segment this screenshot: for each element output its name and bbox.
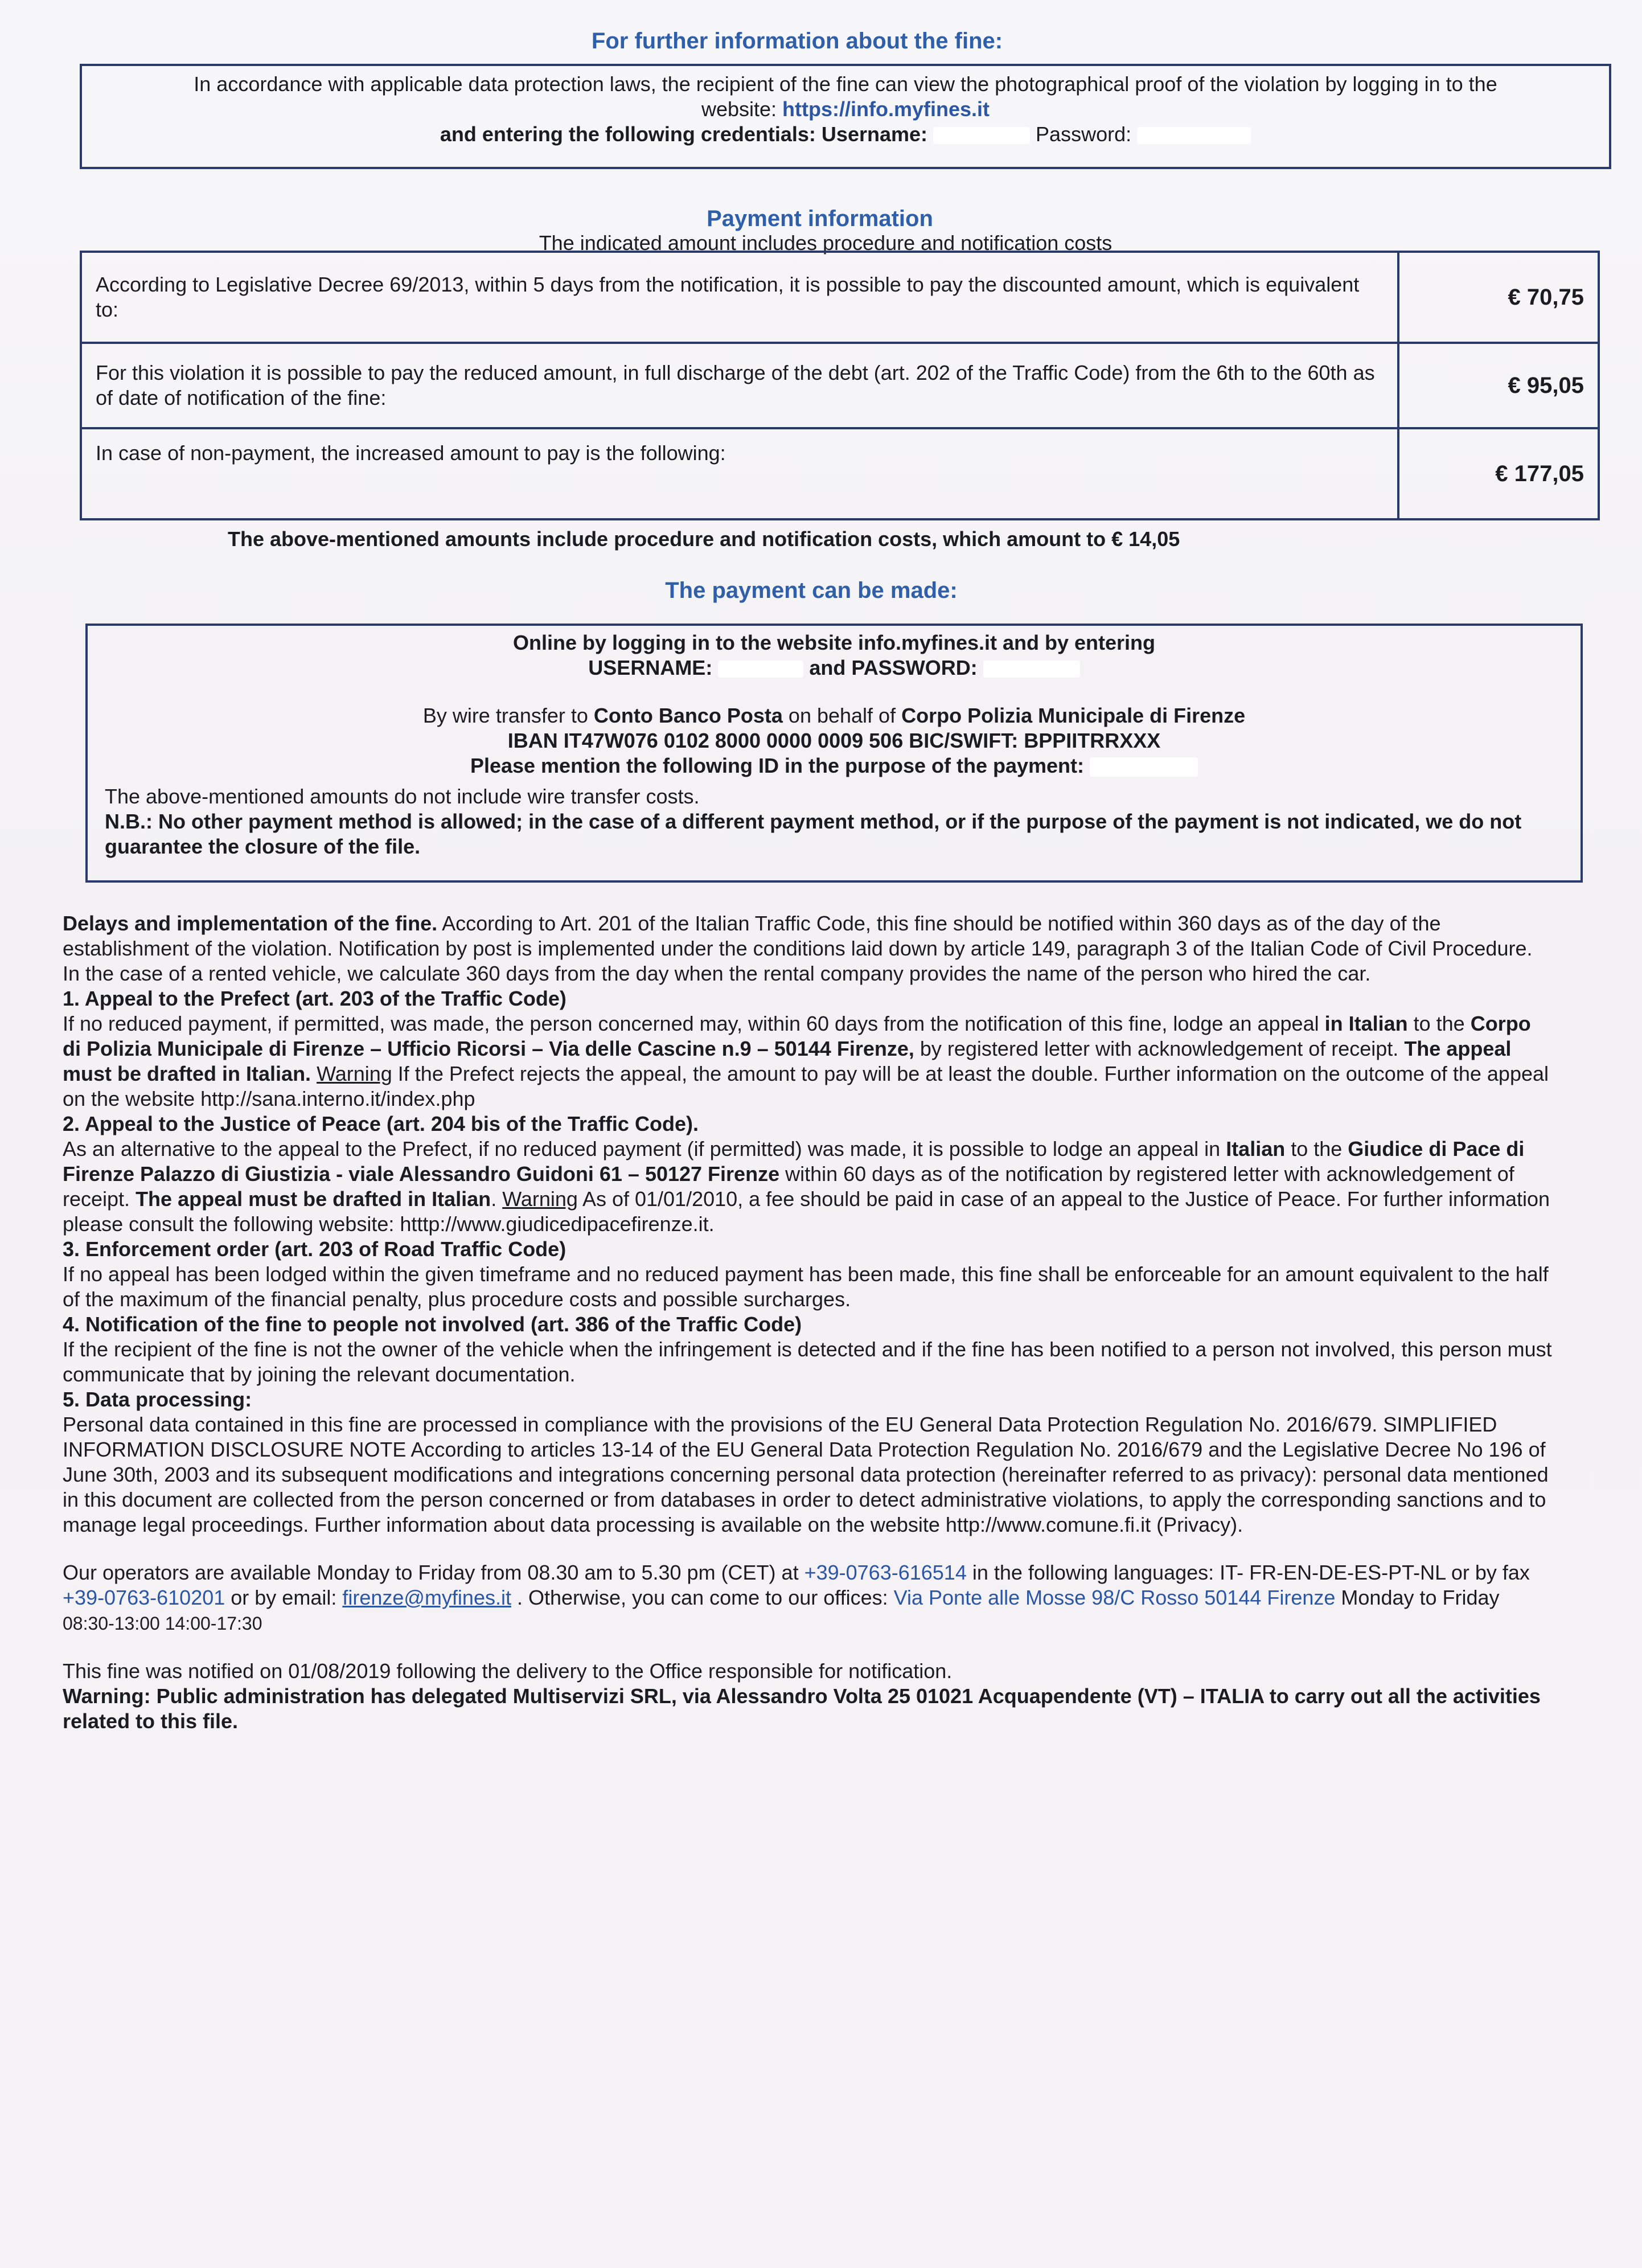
online-username-label: USERNAME: [588, 656, 713, 679]
s1-t3: by registered letter with acknowledgement of receipt. [914, 1037, 1405, 1060]
payment-id-redacted [1090, 757, 1198, 777]
phone-number[interactable]: +39-0763-616514 [804, 1561, 967, 1584]
reduced-amount-value: € 95,05 [1398, 343, 1599, 428]
website-prefix: website: [701, 97, 783, 121]
s1-t4: If the Prefect rejects the appeal, the amount to pay will be at least the double. Further information on the outcome of the appeal on the website http://sana.interno.it/index.php [63, 1062, 1549, 1110]
discounted-amount-value: € 70,75 [1398, 252, 1599, 343]
section3-title: 3. Enforcement order (art. 203 of Road Traffic Code) [63, 1237, 567, 1261]
table-row [81, 428, 1599, 519]
s2-b3: The appeal must be drafted in Italian [136, 1187, 491, 1211]
legal-body [63, 911, 1554, 1734]
online-credentials [105, 655, 1563, 680]
s1-t2: to the [1407, 1012, 1471, 1035]
payment-methods-box [85, 624, 1583, 883]
payment-info-subheading: The indicated amount includes procedure and notification costs [539, 231, 1113, 255]
s1-t1: If no reduced payment, if permitted, was made, the person concerned may, within 60 days from the notification of this fine, lodge an appeal [63, 1012, 1325, 1035]
s1-b2: Corpo di Polizia Municipale di Firenze – Ufficio Ricorsi – Via delle Cascine n.9 – 50144 Firenze, [63, 1012, 1531, 1060]
delays-paragraph [63, 911, 1554, 986]
s2-b1: Italian [1226, 1137, 1286, 1160]
wire-transfer-line [105, 703, 1563, 728]
online-password-label: and PASSWORD: [809, 656, 978, 679]
op-t2: in the following languages: IT- FR-EN-DE-ES-PT-NL or by fax [966, 1561, 1530, 1584]
iban-line: IBAN IT47W076 0102 8000 0000 0009 506 BIC/SWIFT: BPPIITRRXXX [507, 729, 1161, 752]
online-username-redacted [718, 661, 803, 678]
s2-b2: Giudice di Pace di Firenze Palazzo di Giustizia - viale Alessandro Guidoni 61 – 50127 Firenze [63, 1137, 1525, 1186]
s2-t3: within 60 days as of the notification by registered letter with acknowledgement of receipt. [63, 1162, 1514, 1211]
further-info-line2 [93, 97, 1598, 122]
section5-text: Personal data contained in this fine are processed in compliance with the provisions of the EU General Data Protection Regulation No. 2016/679. SIMPLIFIED INFORMATION DISCLOSURE NOTE According to articles 13-14 of the EU General Data Protection Regulation No. 2016/679 and the Legislative Decree No 196 of June 30th, 2003 and its subsequent modifications and integrations concerning personal data protection (hereinafter referred to as privacy): personal data mentioned in this document are collected from the person concerned or from databases in order to detect administrative violations, to apply the corresponding sanctions and to manage legal proceedings. Further information about data processing is available on the website http://www.comune.fi.it (Privacy). [63, 1413, 1549, 1536]
section2-title: 2. Appeal to the Justice of Peace (art. 204 bis of the Traffic Code). [63, 1112, 699, 1135]
s1-b3: The appeal must be drafted in Italian. [63, 1037, 1512, 1085]
mention-id-line [105, 753, 1563, 778]
s1-warning: Warning [317, 1062, 392, 1085]
operators-paragraph [63, 1560, 1554, 1636]
section4-title: 4. Notification of the fine to people not involved (art. 386 of the Traffic Code) [63, 1313, 802, 1336]
op-t4: . Otherwise, you can come to our offices: [511, 1586, 894, 1609]
increased-amount-value: € 177,05 [1398, 428, 1599, 519]
increased-amount-text: In case of non-payment, the increased amount to pay is the following: [81, 428, 1398, 519]
website-link[interactable]: https://info.myfines.it [782, 97, 990, 121]
section4-text: If the recipient of the fine is not the owner of the vehicle when the infringement is detected and if the fine has been notified to a person not involved, this person must communicate that by joining the relevant documentation. [63, 1338, 1552, 1386]
credentials-label: and entering the following credentials: Username: [440, 122, 928, 146]
office-hours: 08:30-13:00 14:00-17:30 [63, 1613, 262, 1634]
section1-text [63, 1011, 1554, 1112]
s2-warning: Warning [502, 1187, 578, 1211]
wire-mid: on behalf of [782, 704, 902, 727]
payment-methods-heading: The payment can be made: [665, 578, 958, 603]
no-wire-costs-line: The above-mentioned amounts do not include wire transfer costs. [105, 785, 700, 808]
section5-title: 5. Data processing: [63, 1388, 252, 1411]
s2-t5: As of 01/01/2010, a fee should be paid in case of an appeal to the Justice of Peace. For further information please consult the following website: htttp://www.giudicedipacefirenze.it. [63, 1187, 1550, 1236]
reduced-amount-text: For this violation it is possible to pay the reduced amount, in full discharge of the debt (art. 202 of the Traffic Code) from the 6th to the 60th as of date of notification of the fine: [81, 343, 1398, 428]
password-label: Password: [1036, 122, 1132, 146]
table-row [81, 343, 1599, 428]
wire-prefix: By wire transfer to [422, 704, 594, 727]
mention-id-label: Please mention the following ID in the purpose of the payment: [470, 754, 1085, 777]
s2-t1: As an alternative to the appeal to the Prefect, if no reduced payment (if permitted) was made, it is possible to lodge an appeal in [63, 1137, 1226, 1160]
office-address: Via Ponte alle Mosse 98/C Rosso 50144 Firenze [893, 1586, 1336, 1609]
password-redacted [1137, 127, 1251, 144]
online-password-redacted [983, 661, 1080, 678]
further-info-line3 [93, 122, 1598, 147]
payment-costs-footer: The above-mentioned amounts include procedure and notification costs, which amount to € 14,05 [228, 527, 1180, 551]
s2-t2: to the [1285, 1137, 1348, 1160]
delays-text: According to Art. 201 of the Italian Traffic Code, this fine should be notified within 360 days as of the day of the establishment of the violation. Notification by post is implemented under the conditions laid down by article 149, paragraph 3 of the Italian Code of Civil Procedure. In the case of a rented vehicle, we calculate 360 days from the day when the rental company provides the name of the person who hired the car. [63, 912, 1533, 985]
delegation-warning: Warning: Public administration has delegated Multiservizi SRL, via Alessandro Volta 25 01021 Acquapendente (VT) – ITALIA to carry out all the activities related to this file. [63, 1684, 1541, 1733]
wire-bank: Conto Banco Posta [593, 704, 783, 727]
further-info-box [80, 64, 1611, 169]
table-row [81, 252, 1599, 343]
s2-t4: . [491, 1187, 503, 1211]
notified-line: This fine was notified on 01/08/2019 following the delivery to the Office responsible for notification. [63, 1659, 953, 1683]
nb-line: N.B.: No other payment method is allowed; in the case of a different payment method, or if the purpose of the payment is not indicated, we do not guarantee the closure of the file. [105, 810, 1522, 858]
online-line1: Online by logging in to the website info.myfines.it and by entering [512, 631, 1156, 654]
further-info-line1: In accordance with applicable data protection laws, the recipient of the fine can view the photographical proof of the violation by logging in to the [194, 72, 1497, 96]
delays-title: Delays and implementation of the fine. [63, 912, 438, 935]
further-info-heading: For further information about the fine: [591, 28, 1003, 54]
username-redacted [933, 127, 1030, 144]
section3-text: If no appeal has been lodged within the given timeframe and no reduced payment has been made, this fine shall be enforceable for an amount equivalent to the half of the maximum of the financial penalty, plus procedure costs and possible surcharges. [63, 1262, 1549, 1311]
discounted-amount-text: According to Legislative Decree 69/2013, within 5 days from the notification, it is possible to pay the discounted amount, which is equivalent to: [81, 252, 1398, 343]
payment-info-heading: Payment information [707, 206, 933, 231]
section2-text [63, 1137, 1554, 1237]
op-t3: or by email: [225, 1586, 343, 1609]
payment-amounts-table [80, 251, 1600, 520]
fax-number[interactable]: +39-0763-610201 [63, 1586, 225, 1609]
op-t5: Monday to Friday [1335, 1586, 1500, 1609]
section1-title: 1. Appeal to the Prefect (art. 203 of the Traffic Code) [63, 987, 567, 1010]
wire-beneficiary: Corpo Polizia Municipale di Firenze [901, 704, 1246, 727]
s1-b1: in Italian [1324, 1012, 1408, 1035]
email-link[interactable]: firenze@myfines.it [342, 1586, 511, 1609]
op-t1: Our operators are available Monday to Friday from 08.30 am to 5.30 pm (CET) at [63, 1561, 804, 1584]
